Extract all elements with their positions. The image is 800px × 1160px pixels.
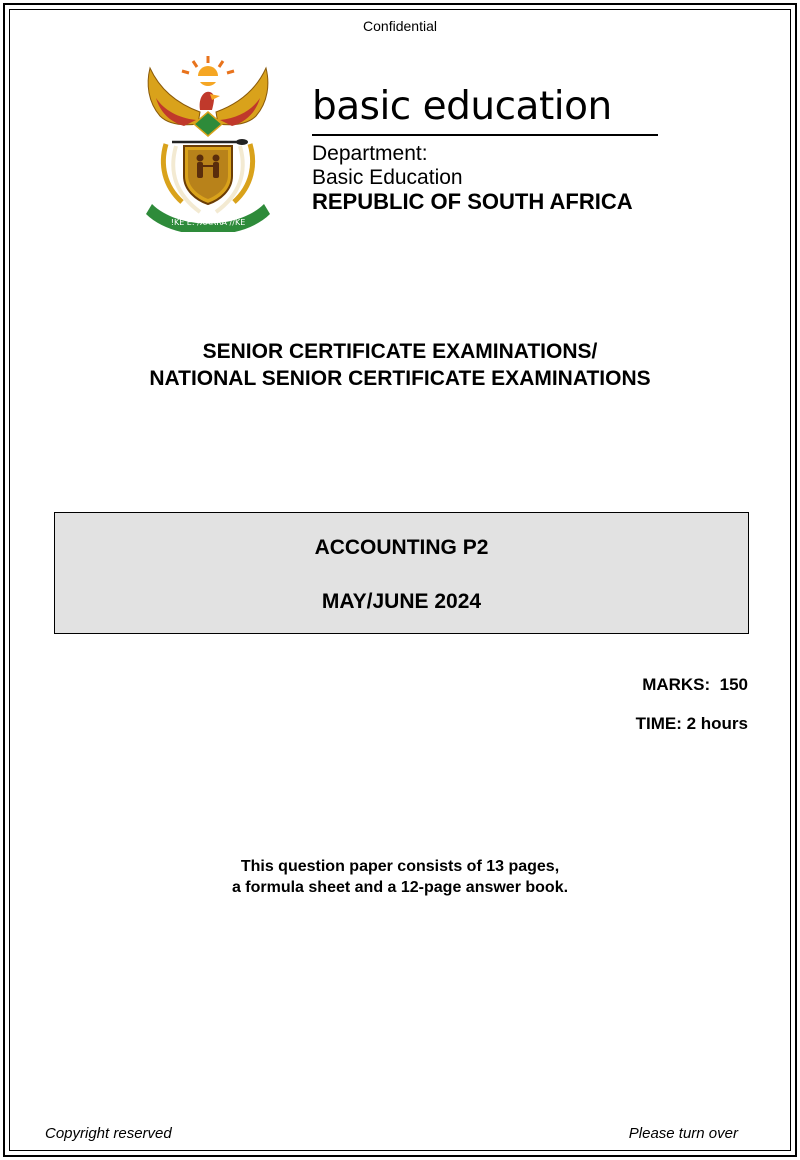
department-label: Department: — [312, 142, 428, 165]
exam-title — [0, 338, 800, 392]
confidential-label: Confidential — [363, 18, 437, 34]
exam-session: MAY/JUNE 2024 — [321, 590, 482, 613]
country-name: REPUBLIC OF SOUTH AFRICA — [312, 189, 633, 214]
crest-motto: !KE E: /XARRA //KE — [170, 218, 246, 227]
subject-box — [54, 512, 749, 634]
copyright-footer: Copyright reserved — [45, 1125, 172, 1142]
marks-total: MARKS: 150 — [642, 675, 748, 694]
paper-info-line1: This question paper consists of 13 pages, — [240, 858, 560, 875]
coat-of-arms-logo — [138, 54, 278, 232]
brand-underline — [312, 134, 658, 136]
department-name: Basic Education — [312, 166, 463, 189]
sun-icon — [180, 56, 236, 86]
time-allowed: TIME: 2 hours — [635, 714, 748, 733]
department-heading — [312, 84, 662, 214]
paper-info — [0, 856, 800, 898]
paper-info-line2: a formula sheet and a 12-page answer book. — [231, 879, 569, 896]
brand-wordmark: basic education — [312, 84, 612, 129]
subject-name: ACCOUNTING P2 — [314, 536, 489, 559]
exam-title-line2: NATIONAL SENIOR CERTIFICATE EXAMINATIONS — [149, 367, 651, 390]
exam-title-line1: SENIOR CERTIFICATE EXAMINATIONS/ — [202, 340, 598, 363]
turn-over-footer: Please turn over — [628, 1125, 738, 1142]
